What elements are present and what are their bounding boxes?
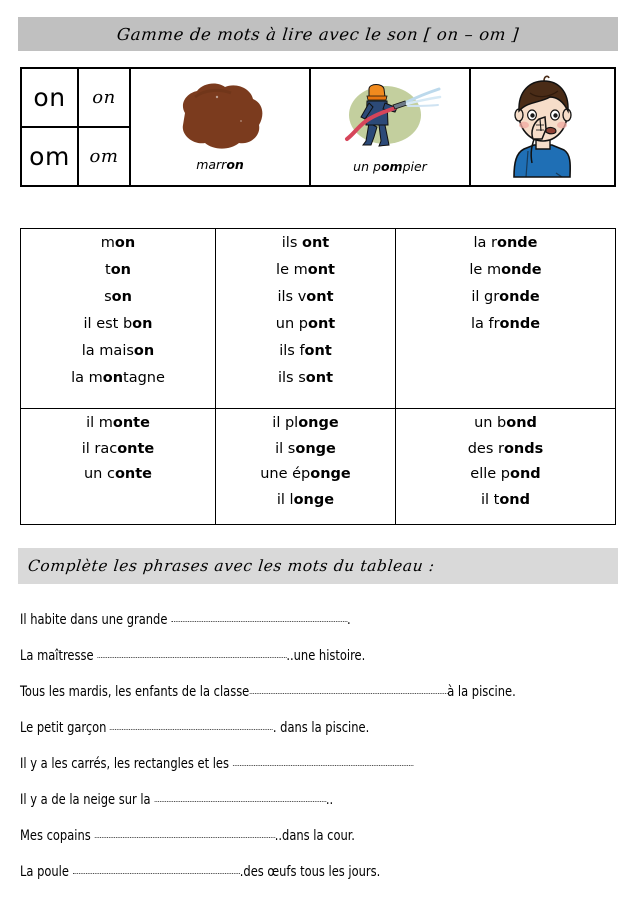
sentence-item [20,602,548,638]
word-item: ils sont [278,370,333,386]
picture-caption-pompier: un pompier [353,159,427,174]
word-item: un conte [83,466,153,482]
pompier-firefighter-icon [333,75,448,157]
sentence-text-before: La poule [20,864,73,880]
answer-blank[interactable] [97,649,286,658]
answer-blank[interactable] [94,829,274,838]
answer-blank[interactable] [154,793,326,802]
answer-blank[interactable] [233,757,413,766]
sentence-text-after: .. [325,792,334,808]
word-item: un bond [474,415,537,431]
answer-blank[interactable] [249,685,447,694]
word-item: un pont [275,316,336,332]
title-banner [18,17,618,51]
grapheme-print-on-cell [22,69,77,128]
word-item: elle pond [470,466,541,482]
word-item: la ronde [473,235,538,251]
word-column [396,229,615,408]
sentence-text-after: ..dans la cour. [274,828,355,844]
sentence-text-before: Il habite dans une grande [20,612,172,628]
sentence-text-after: . [347,612,351,628]
grapheme-cursive-om-cell [79,128,129,185]
word-item: mon [100,235,136,251]
sentence-item [20,710,548,746]
word-item: une éponge [260,466,351,482]
grapheme-cursive-column [79,69,131,185]
picture-cell-pompier [311,69,471,185]
sentence-text-before: Il y a de la neige sur la [20,792,155,808]
answer-blank[interactable] [110,721,273,730]
marron-blob-icon [165,75,275,155]
sentence-item [20,818,548,854]
word-table [20,228,616,525]
word-item: le mont [276,262,335,278]
word-item: des ronds [467,440,544,457]
reference-table [20,67,616,187]
instruction-banner [18,548,618,584]
word-item: il plonge [272,415,339,431]
picture-cell-marron [131,69,311,185]
instruction-text: Complète les phrases avec les mots du tableau : [27,557,436,575]
sentence-text-after: . dans la piscine. [272,720,370,736]
word-item: ils font [279,343,332,359]
sentence-text-before: Mes copains [20,828,95,844]
word-item: la fronde [470,316,541,332]
word-item: il longe [276,491,335,508]
sentence-text-before: Il y a les carrés, les rectangles et les [20,756,233,772]
word-item: il gronde [471,289,540,305]
word-table-row [21,229,615,409]
sentence-list [20,602,620,890]
word-column [396,409,615,524]
grapheme-cursive-om: om [89,146,119,167]
sentence-text-before: La maîtresse [20,648,98,664]
sentence-item [20,854,548,890]
grapheme-print-om: om [29,142,70,171]
page-title: Gamme de mots à lire avec le son [ on – om ] [116,24,520,44]
word-item: il tond [480,491,531,508]
grapheme-print-om-cell [22,128,77,185]
grapheme-cursive-on-cell [79,69,129,128]
grapheme-cursive-on: on [92,87,116,108]
gesture-child-finger-on-nose-icon [500,73,586,181]
sentence-text-before: Tous les mardis, les enfants de la classe [20,684,250,700]
picture-caption-marron: marron [196,157,244,172]
word-column [21,409,216,524]
sentence-text-after: ..une histoire. [286,648,366,664]
word-item: ils vont [277,289,334,305]
word-item: il monte [86,415,150,431]
picture-cell-gesture [471,69,614,185]
sentence-item [20,782,548,818]
word-column [21,229,216,408]
word-item: il raconte [81,440,155,457]
grapheme-print-on: on [33,83,66,112]
sentence-item [20,746,548,782]
sentence-text-after: .des œufs tous les jours. [239,864,381,880]
answer-blank[interactable] [73,865,240,874]
word-item: la montagne [71,370,165,386]
word-item: il est bon [83,316,153,332]
answer-blank[interactable] [171,613,347,622]
word-column [216,409,396,524]
word-table-row [21,409,615,524]
word-item: ton [105,262,131,278]
word-item: son [104,289,132,305]
sentence-text-after: à la piscine. [447,684,516,700]
word-item: la maison [81,343,155,359]
word-item: ils ont [281,235,330,251]
sentence-item [20,638,548,674]
word-item: le monde [469,262,542,278]
sentence-item [20,674,548,710]
sentence-text-before: Le petit garçon [20,720,111,736]
grapheme-print-column [22,69,79,185]
word-item: il songe [275,440,336,457]
word-column [216,229,396,408]
